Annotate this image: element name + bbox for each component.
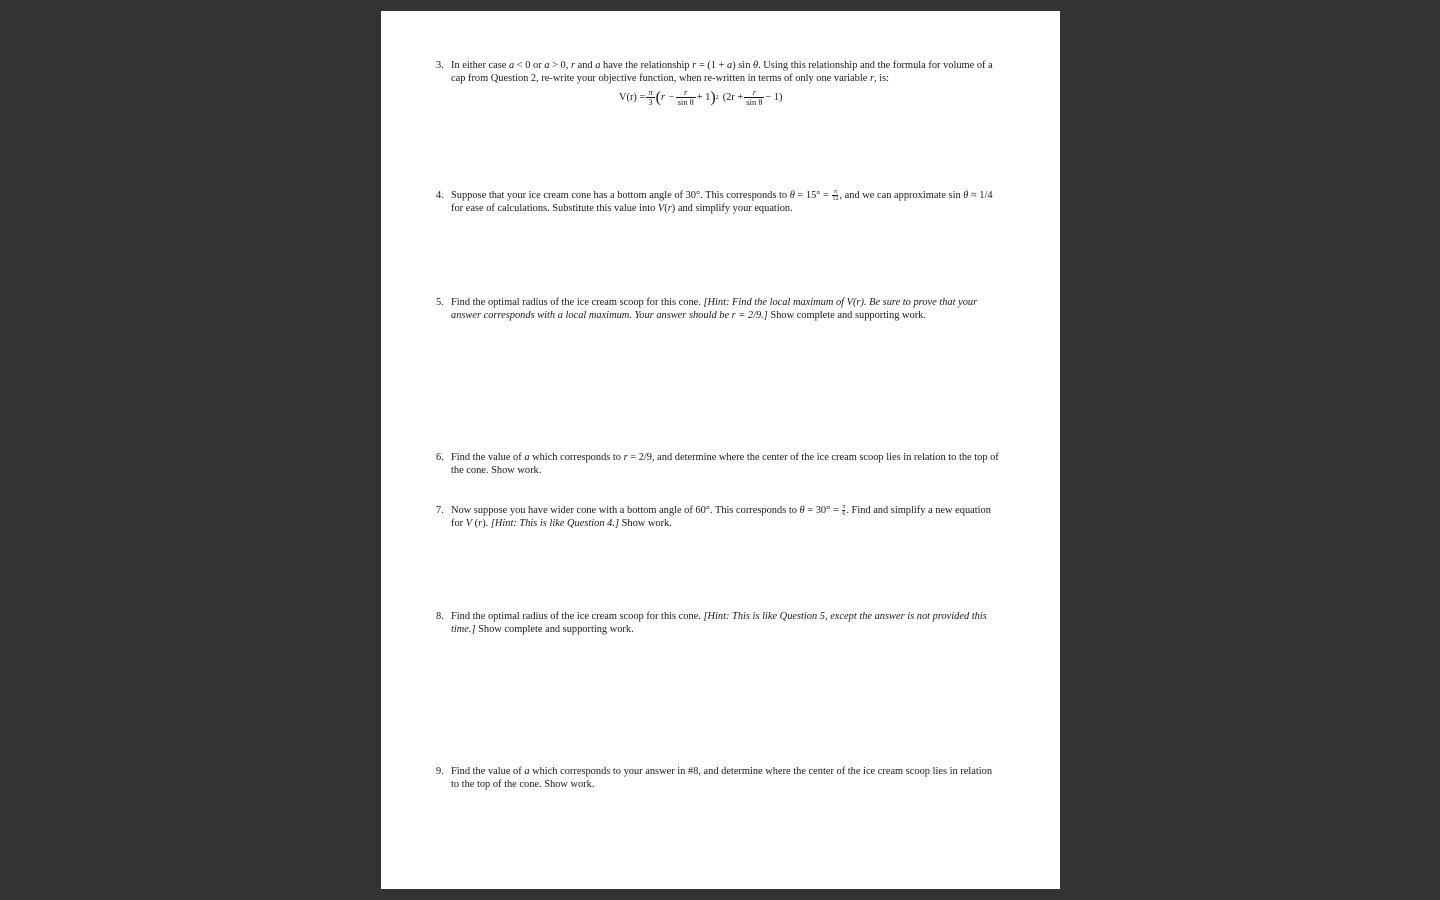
text-run: which corresponds to your answer in #8, and determine where the center of the ice cream scoop lies in relation to the top of the cone. Show work.	[451, 766, 993, 790]
question-7	[436, 504, 1001, 530]
question-number: 8.	[436, 611, 444, 622]
question-3	[436, 59, 1001, 85]
text-run: Find the optimal radius of the ice cream scoop for this cone.	[451, 297, 704, 308]
math-text: r	[623, 452, 628, 463]
volume-formula	[619, 88, 783, 107]
formula-open-paren: (	[655, 88, 661, 106]
math-text: a	[544, 60, 550, 71]
question-number: 6.	[436, 452, 444, 463]
formula-plus-one: + 1	[696, 92, 711, 103]
math-text: θ	[753, 60, 759, 71]
math-text: r	[667, 203, 672, 215]
question-number: 5.	[436, 297, 444, 308]
math-text: θ	[789, 190, 795, 201]
question-8	[436, 610, 1001, 636]
math-text: θ	[963, 190, 969, 201]
text-run: Find the optimal radius of the ice cream scoop for this cone.	[451, 611, 704, 622]
math-text: r	[570, 60, 575, 71]
math-text: a	[524, 766, 530, 777]
text-run: , and we can approximate sin	[839, 190, 964, 201]
question-text	[451, 59, 1001, 85]
question-5	[436, 296, 1001, 322]
math-text: a	[524, 452, 530, 463]
text-run: Show complete and supporting work.	[475, 624, 634, 635]
formula-square: 2	[715, 94, 719, 101]
math-text: a	[727, 60, 733, 71]
formula-r-over-sin: $\frac{r}{\text{sin θ}}$	[677, 87, 694, 107]
math-text: r	[692, 60, 697, 71]
math-text: θ	[799, 505, 805, 516]
formula-lhs: V(r) =	[619, 92, 646, 103]
math-text: a	[508, 60, 515, 71]
text-run: < 0 or	[514, 60, 545, 71]
question-text	[451, 765, 1001, 791]
text-run: ) sin	[732, 60, 753, 71]
question-text	[451, 296, 1001, 322]
question-text	[451, 451, 1001, 477]
text-run: Find the value of	[451, 766, 525, 777]
question-number: 7.	[436, 505, 444, 516]
math-text: [Hint: This is like Question 5, except the answer is not provided this time.]	[451, 611, 987, 635]
math-text: r	[478, 518, 483, 530]
question-number: 4.	[436, 190, 444, 201]
text-run: Show complete and supporting work.	[767, 310, 926, 321]
formula-end: − 1)	[765, 92, 783, 103]
text-run: Find the value of	[451, 452, 525, 463]
math-text: a	[595, 60, 601, 71]
math-text: V	[465, 518, 473, 530]
question-number: 3.	[436, 60, 444, 71]
formula-mid: (2r +	[722, 92, 744, 103]
text-run: = 15° =	[794, 190, 832, 201]
question-number: 9.	[436, 766, 444, 777]
text-run: Suppose that your ice cream cone has a bottom angle of 30°. This corresponds to	[451, 190, 790, 201]
math-text: r	[869, 73, 875, 84]
math-text: [Hint: This is like Question 4.]	[490, 518, 619, 530]
inline-fraction: $\frac{\pi}{12}$	[832, 189, 839, 203]
math-text: [Hint: Find the local maximum of V(r). Be sure to prove that your answer corresponds with a local maximum. Your answer should be r = 2/9.]	[451, 297, 978, 321]
text-run: = 30° =	[804, 505, 842, 516]
formula-r-minus: r −	[660, 92, 675, 103]
text-run: have the relationship	[600, 60, 693, 71]
formula-close-paren: )	[710, 88, 716, 106]
document-page	[381, 11, 1060, 889]
text-run: ) and simplify your equation.	[671, 203, 793, 215]
math-text: V	[657, 203, 665, 215]
text-run: ).	[482, 518, 491, 530]
question-6	[436, 451, 1001, 477]
text-run: (	[472, 518, 479, 530]
question-text	[451, 610, 1001, 636]
text-run: . Find and simplify a new equation for	[451, 505, 991, 530]
text-run: ≈ 1/4 for ease of calculations. Substitute this value into	[451, 190, 993, 215]
text-run: In either case	[451, 60, 509, 71]
text-run: Now suppose you have wider cone with a bottom angle of 60°. This corresponds to	[451, 505, 800, 516]
question-text	[451, 504, 1001, 530]
text-run: = (1 +	[696, 60, 727, 71]
text-run: > 0,	[549, 60, 571, 71]
text-run: = 2/9, and determine where the center of the ice cream scoop lies in relation to the top of the cone. Show work.	[451, 452, 999, 476]
question-9	[436, 765, 1001, 791]
formula-r-over-sin-2: $\frac{r}{\text{sin θ}}$	[746, 87, 763, 107]
question-4	[436, 189, 1001, 215]
text-run: , is:	[874, 73, 890, 84]
question-text	[451, 189, 1001, 215]
text-run: . Using this relationship and the formula for volume of a cap from Question 2, re-write your objective function, when re-written in terms of only one variable	[451, 60, 993, 84]
inline-fraction: $\frac{\pi}{6}$	[842, 504, 846, 518]
text-run: Show work.	[619, 518, 672, 530]
text-run: (	[664, 203, 668, 215]
text-run: which corresponds to	[529, 452, 624, 463]
text-run: and	[575, 60, 596, 71]
formula-pi-over-3: $\frac{\pi}{3}$	[648, 87, 653, 107]
